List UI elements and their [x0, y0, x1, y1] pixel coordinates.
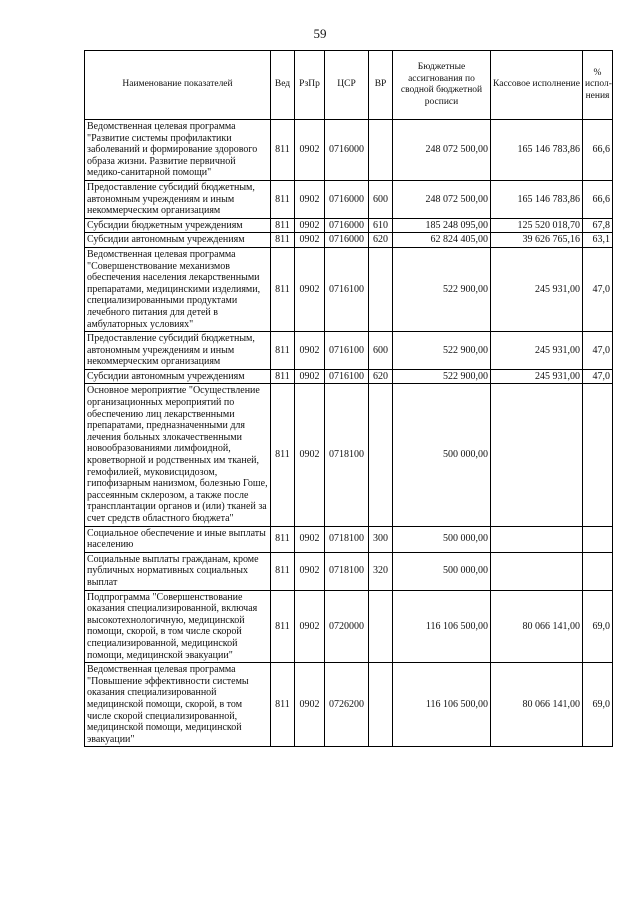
cell-cash: 165 146 783,86 [491, 180, 583, 218]
cell-csr: 0716100 [325, 247, 369, 331]
cell-rzpr: 0902 [295, 526, 325, 552]
table-row [85, 233, 613, 248]
cell-csr: 0716000 [325, 180, 369, 218]
cell-vr [369, 590, 393, 663]
cell-rzpr: 0902 [295, 384, 325, 526]
cell-rzpr: 0902 [295, 120, 325, 181]
cell-cash: 39 626 765,16 [491, 233, 583, 248]
cell-budget: 522 900,00 [393, 247, 491, 331]
cell-csr: 0720000 [325, 590, 369, 663]
cell-ved: 811 [271, 369, 295, 384]
cell-ved: 811 [271, 590, 295, 663]
cell-name: Подпрограмма "Совершенствование оказания специализированной, включая высокотехнологичную, медицинской помощи, скорой, в том числе скорой специализированной, медицинской помощи, медицинской эвакуации" [85, 590, 271, 663]
cell-name: Основное мероприятие "Осуществление организационных мероприятий по обеспечению лиц лекарственными препаратами, предназначенными для лечения больных злокачественными новообразованиями лимфоидной, кроветворной и родственных им тканей, гемофилией, муковисцидозом, гипофизарным нанизмом, болезнью Гоше, рассеянным склерозом, а также после трансплантации органов и (или) тканей за счет средств областного бюджета" [85, 384, 271, 526]
cell-cash [491, 552, 583, 590]
header-budget: Бюджетные ассигнования по сводной бюджетной росписи [393, 51, 491, 120]
header-pct: % испол-нения [583, 51, 613, 120]
table-row [85, 247, 613, 331]
cell-pct: 47,0 [583, 247, 613, 331]
cell-name: Социальное обеспечение и иные выплаты населению [85, 526, 271, 552]
table-row [85, 218, 613, 233]
cell-budget: 248 072 500,00 [393, 120, 491, 181]
cell-rzpr: 0902 [295, 233, 325, 248]
cell-vr [369, 663, 393, 747]
cell-vr: 320 [369, 552, 393, 590]
cell-pct: 47,0 [583, 369, 613, 384]
table-row [85, 590, 613, 663]
cell-ved: 811 [271, 180, 295, 218]
table-row [85, 180, 613, 218]
cell-name: Ведомственная целевая программа "Повышение эффективности системы оказания специализированной медицинской помощи, скорой, в том числе скорой специализированной, медицинской помощи, медицинской эвакуации" [85, 663, 271, 747]
cell-cash [491, 526, 583, 552]
cell-budget: 522 900,00 [393, 332, 491, 370]
cell-csr: 0726200 [325, 663, 369, 747]
cell-ved: 811 [271, 552, 295, 590]
cell-vr: 600 [369, 180, 393, 218]
header-csr: ЦСР [325, 51, 369, 120]
cell-ved: 811 [271, 120, 295, 181]
cell-cash: 245 931,00 [491, 369, 583, 384]
cell-pct: 66,6 [583, 180, 613, 218]
table-row [85, 369, 613, 384]
cell-name: Социальные выплаты гражданам, кроме публичных нормативных социальных выплат [85, 552, 271, 590]
header-cash: Кассовое исполнение [491, 51, 583, 120]
cell-ved: 811 [271, 332, 295, 370]
cell-ved: 811 [271, 218, 295, 233]
cell-rzpr: 0902 [295, 218, 325, 233]
cell-ved: 811 [271, 384, 295, 526]
cell-name: Субсидии автономным учреждениям [85, 369, 271, 384]
cell-csr: 0718100 [325, 526, 369, 552]
cell-vr: 610 [369, 218, 393, 233]
cell-csr: 0716100 [325, 369, 369, 384]
cell-pct: 67,8 [583, 218, 613, 233]
cell-cash: 245 931,00 [491, 332, 583, 370]
table-row [85, 663, 613, 747]
cell-pct: 66,6 [583, 120, 613, 181]
cell-budget: 500 000,00 [393, 526, 491, 552]
cell-budget: 62 824 405,00 [393, 233, 491, 248]
cell-pct: 69,0 [583, 663, 613, 747]
cell-cash: 80 066 141,00 [491, 590, 583, 663]
table-row [85, 332, 613, 370]
cell-csr: 0716000 [325, 233, 369, 248]
cell-name: Предоставление субсидий бюджетным, автономным учреждениям и иным некоммерческим организациям [85, 332, 271, 370]
cell-budget: 522 900,00 [393, 369, 491, 384]
cell-pct: 47,0 [583, 332, 613, 370]
table-row [85, 384, 613, 526]
cell-pct [583, 384, 613, 526]
cell-ved: 811 [271, 233, 295, 248]
cell-cash [491, 384, 583, 526]
cell-csr: 0718100 [325, 552, 369, 590]
cell-pct: 63,1 [583, 233, 613, 248]
header-rzpr: РзПр [295, 51, 325, 120]
cell-cash: 165 146 783,86 [491, 120, 583, 181]
table-header-row [85, 51, 613, 120]
cell-name: Предоставление субсидий бюджетным, автономным учреждениям и иным некоммерческим организациям [85, 180, 271, 218]
cell-rzpr: 0902 [295, 663, 325, 747]
table-body [85, 120, 613, 747]
cell-ved: 811 [271, 663, 295, 747]
cell-budget: 116 106 500,00 [393, 590, 491, 663]
cell-vr: 620 [369, 369, 393, 384]
page-number: 59 [313, 26, 327, 41]
header-ved: Вед [271, 51, 295, 120]
budget-execution-table [84, 50, 613, 747]
header-name: Наименование показателей [85, 51, 271, 120]
cell-rzpr: 0902 [295, 369, 325, 384]
cell-rzpr: 0902 [295, 247, 325, 331]
cell-vr [369, 120, 393, 181]
cell-name: Ведомственная целевая программа "Совершенствование механизмов обеспечения населения лекарственными препаратами, медицинскими изделиями, специализированными продуктами лечебного питания для детей в амбулаторных условиях" [85, 247, 271, 331]
cell-name: Субсидии бюджетным учреждениям [85, 218, 271, 233]
cell-csr: 0716000 [325, 120, 369, 181]
cell-csr: 0718100 [325, 384, 369, 526]
cell-cash: 245 931,00 [491, 247, 583, 331]
cell-csr: 0716100 [325, 332, 369, 370]
cell-rzpr: 0902 [295, 552, 325, 590]
cell-vr: 300 [369, 526, 393, 552]
cell-rzpr: 0902 [295, 332, 325, 370]
cell-rzpr: 0902 [295, 590, 325, 663]
cell-pct [583, 526, 613, 552]
table-row [85, 552, 613, 590]
cell-name: Ведомственная целевая программа "Развитие системы профилактики заболеваний и формирование здорового образа жизни. Развитие первичной медико-санитарной помощи" [85, 120, 271, 181]
cell-vr [369, 384, 393, 526]
cell-ved: 811 [271, 526, 295, 552]
header-vr: ВР [369, 51, 393, 120]
cell-name: Субсидии автономным учреждениям [85, 233, 271, 248]
cell-csr: 0716000 [325, 218, 369, 233]
cell-cash: 125 520 018,70 [491, 218, 583, 233]
cell-vr: 600 [369, 332, 393, 370]
cell-pct: 69,0 [583, 590, 613, 663]
cell-pct [583, 552, 613, 590]
cell-budget: 185 248 095,00 [393, 218, 491, 233]
cell-ved: 811 [271, 247, 295, 331]
cell-budget: 248 072 500,00 [393, 180, 491, 218]
cell-vr [369, 247, 393, 331]
cell-vr: 620 [369, 233, 393, 248]
cell-cash: 80 066 141,00 [491, 663, 583, 747]
table-row [85, 526, 613, 552]
cell-budget: 116 106 500,00 [393, 663, 491, 747]
table-row [85, 120, 613, 181]
cell-budget: 500 000,00 [393, 552, 491, 590]
cell-budget: 500 000,00 [393, 384, 491, 526]
cell-rzpr: 0902 [295, 180, 325, 218]
